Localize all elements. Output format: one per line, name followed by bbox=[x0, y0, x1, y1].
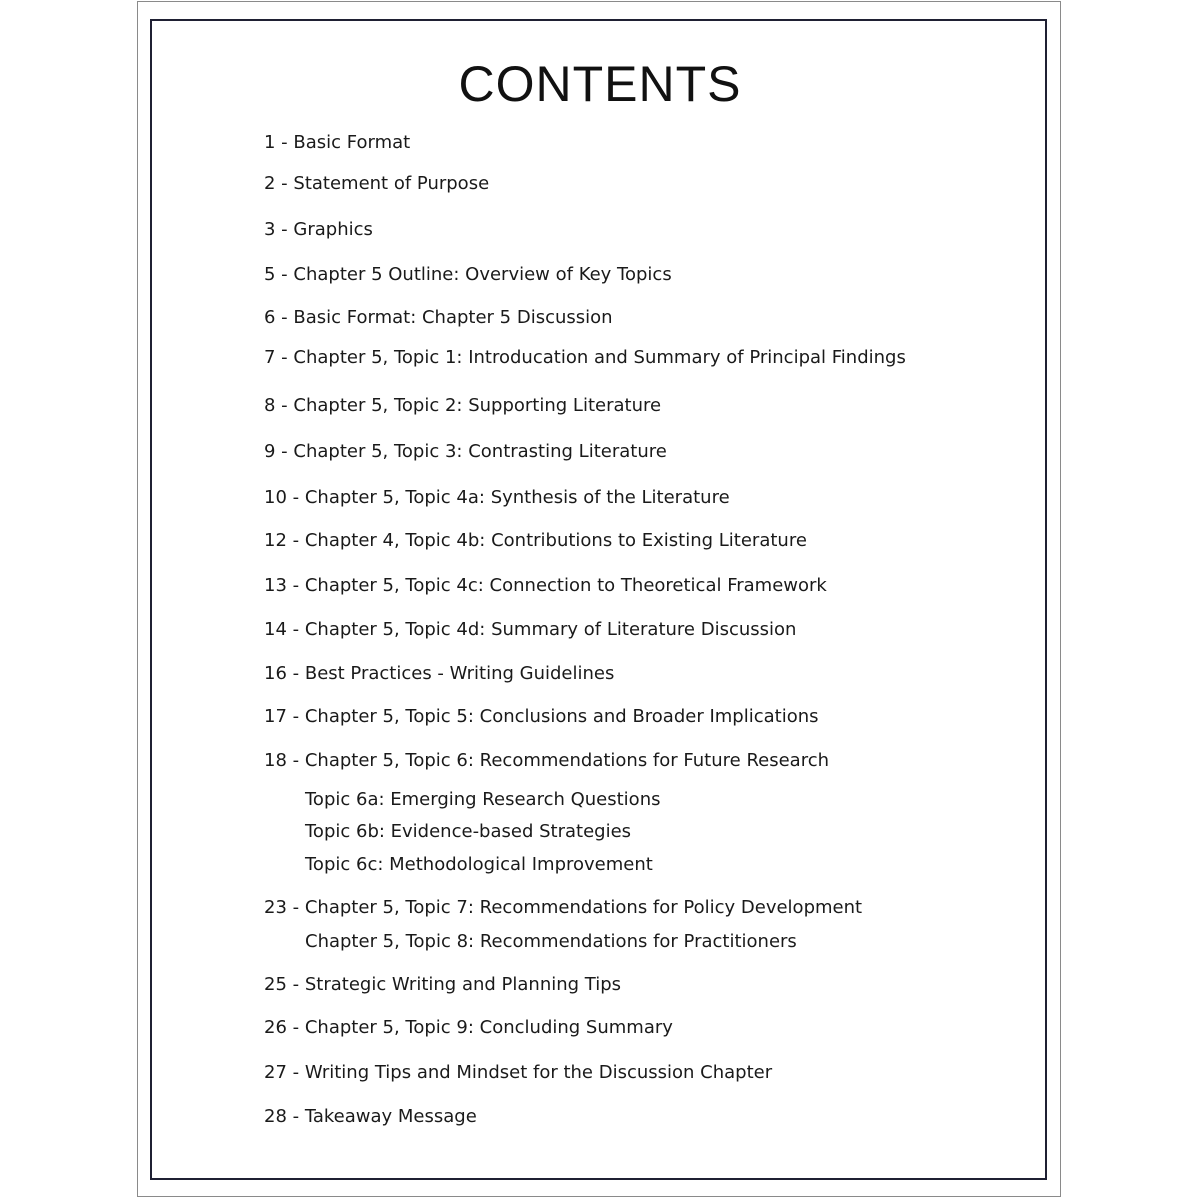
toc-entry: 23 - Chapter 5, Topic 7: Recommendations for Policy Development bbox=[264, 897, 863, 918]
page-title: CONTENTS bbox=[458, 56, 742, 112]
toc-entry: 3 - Graphics bbox=[264, 219, 373, 240]
toc-entry: 1 - Basic Format bbox=[264, 132, 411, 153]
toc-entry: 7 - Chapter 5, Topic 1: Introducation and Summary of Principal Findings bbox=[264, 347, 906, 368]
toc-subentry: Topic 6b: Evidence-based Strategies bbox=[305, 821, 632, 842]
toc-entry: 6 - Basic Format: Chapter 5 Discussion bbox=[264, 307, 613, 328]
toc-entry: 17 - Chapter 5, Topic 5: Conclusions and Broader Implications bbox=[264, 706, 819, 727]
toc-entry: 28 - Takeaway Message bbox=[264, 1106, 477, 1127]
toc-subentry: Chapter 5, Topic 8: Recommendations for Practitioners bbox=[305, 931, 797, 952]
toc-entry: 25 - Strategic Writing and Planning Tips bbox=[264, 974, 622, 995]
toc-entry: 14 - Chapter 5, Topic 4d: Summary of Literature Discussion bbox=[264, 619, 797, 640]
toc-entry: 9 - Chapter 5, Topic 3: Contrasting Literature bbox=[264, 441, 667, 462]
toc-entry: 2 - Statement of Purpose bbox=[264, 173, 490, 194]
toc-entry: 12 - Chapter 4, Topic 4b: Contributions to Existing Literature bbox=[264, 530, 807, 551]
toc-entry: 26 - Chapter 5, Topic 9: Concluding Summary bbox=[264, 1017, 673, 1038]
toc-entry: 8 - Chapter 5, Topic 2: Supporting Literature bbox=[264, 395, 662, 416]
toc-entry: 10 - Chapter 5, Topic 4a: Synthesis of the Literature bbox=[264, 487, 730, 508]
toc-entry: 18 - Chapter 5, Topic 6: Recommendations for Future Research bbox=[264, 750, 830, 771]
toc-entry: 27 - Writing Tips and Mindset for the Discussion Chapter bbox=[264, 1062, 773, 1083]
toc-entry: 16 - Best Practices - Writing Guidelines bbox=[264, 663, 615, 684]
toc-entry: 5 - Chapter 5 Outline: Overview of Key Topics bbox=[264, 264, 672, 285]
toc-subentry: Topic 6c: Methodological Improvement bbox=[305, 854, 653, 875]
toc-entry: 13 - Chapter 5, Topic 4c: Connection to Theoretical Framework bbox=[264, 575, 827, 596]
toc-subentry: Topic 6a: Emerging Research Questions bbox=[305, 789, 661, 810]
